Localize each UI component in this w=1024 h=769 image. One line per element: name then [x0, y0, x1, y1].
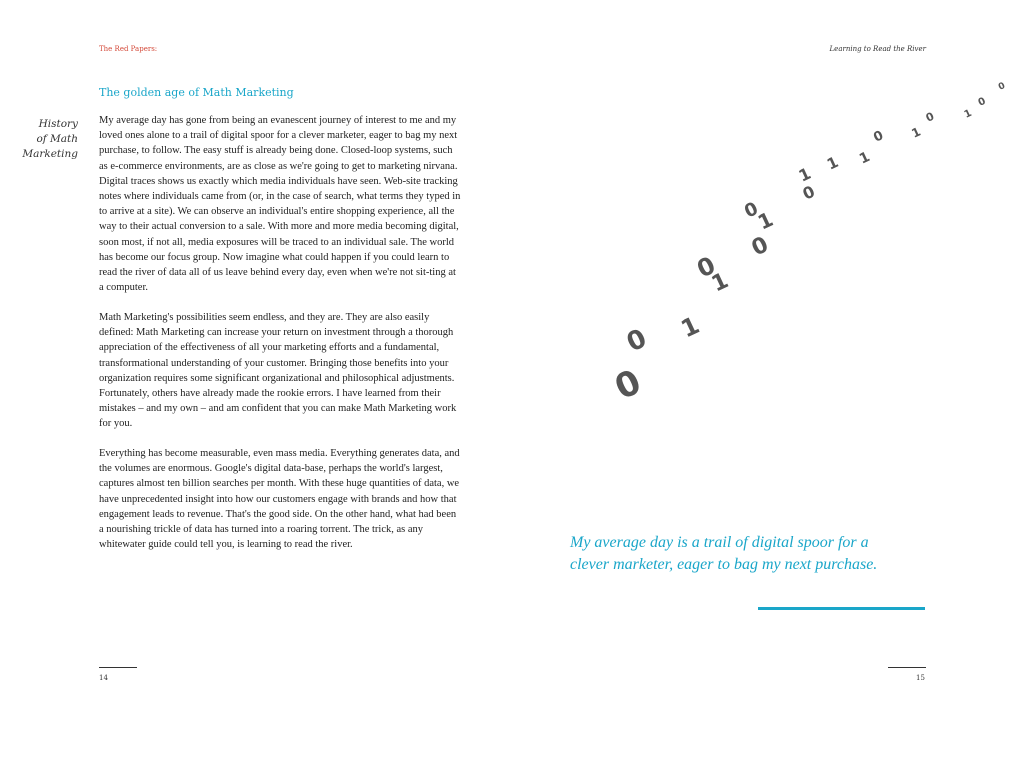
- binary-digit: 0: [799, 181, 818, 204]
- binary-digit: 0: [692, 251, 720, 284]
- page-number-left: 14: [99, 674, 108, 682]
- binary-digit: 0: [608, 361, 648, 409]
- binary-digit: 1: [707, 268, 733, 298]
- binary-digit: 0: [622, 323, 652, 359]
- footer-rule-left: [99, 667, 137, 668]
- binary-digit: 1: [856, 149, 873, 168]
- binary-digit: 1: [909, 124, 923, 141]
- binary-digit: 0: [997, 81, 1007, 93]
- binary-digit: 1: [962, 107, 974, 121]
- binary-digit: 1: [795, 163, 814, 186]
- margin-note-line: Marketing: [22, 148, 78, 160]
- pull-quote-rule: [758, 607, 925, 610]
- margin-note-line: History: [38, 118, 78, 130]
- binary-digit: 1: [676, 311, 704, 344]
- section-title: The golden age of Math Marketing: [99, 86, 294, 99]
- body-paragraph: My average day has gone from being an evanescent journey of interest to me and my loved ones alone to a trail of digital spoor for a clever marketer, eager to bag my next purchase, to follow. The easy stuff is already being done. Closed-loop systems, such as e-commerce environments, are as close as we're going to get to marketing nirvana. Digital traces shows us exactly which media individuals have seen. Web-site tracking notes where individuals came from (or, in the case of search, what terms they typed in to arrive at a site). We can observe an individual's entire shopping experience, all the way to their actual conversion to a sale. With more and more media becoming digital, soon most, if not all, media exposures will be traced to an individual sale. The world has become our focus group. Now imagine what could happen if you could learn to read the river of data all of us leave behind every day, even when we're not sit-ting at a computer.: [99, 115, 461, 294]
- footer-rule-right: [888, 667, 926, 668]
- body-paragraph: Math Marketing's possibilities seem endless, and they are. They are also easily defined: Math Marketing can increase your return on investment through a thorough appreciation of the effectiveness of all your marketing efforts and a fundamental, transformational understanding of your customer. Bringing those benefits into your organization requires some significant organizational and philosophical adjustments. Fortunately, others have already made the rookie errors. I have learned from their mistakes – and my own – and am confident that you can make Math Marketing work for you.: [99, 311, 457, 430]
- binary-digits-illustration: [560, 60, 1020, 420]
- body-paragraph: Everything has become measurable, even mass media. Everything generates data, and the volumes are enormous. Google's digital data-base, perhaps the world's largest, captures almost ten billion searches per month. With these huge quantities of data, we have unprecedented insight into how our customers engage with brands and how that engagement leads to revenue. That's the good side. On the other hand, what had been a nourishing trickle of data has turned into a roaring torrent. The trick, as any whitewater guide could tell you, is learning to read the river.: [99, 448, 460, 551]
- binary-digit: 1: [753, 206, 777, 235]
- binary-digit: 1: [824, 152, 842, 174]
- pull-quote: My average day is a trail of digital spoor for a clever marketer, eager to bag my next purchase.: [570, 534, 878, 573]
- binary-digit: 0: [741, 198, 762, 223]
- body-text-column: [99, 113, 461, 567]
- binary-digit: 0: [923, 109, 937, 125]
- binary-digit: 0: [976, 95, 988, 109]
- page-number-right: 15: [916, 674, 925, 682]
- binary-digit: 0: [871, 128, 886, 146]
- margin-note: [22, 117, 78, 162]
- binary-digit: 0: [747, 232, 773, 262]
- running-header-left: The Red Papers:: [99, 45, 158, 53]
- running-header-right: Learning to Read the River: [829, 45, 926, 53]
- margin-note-line: of Math: [36, 133, 78, 145]
